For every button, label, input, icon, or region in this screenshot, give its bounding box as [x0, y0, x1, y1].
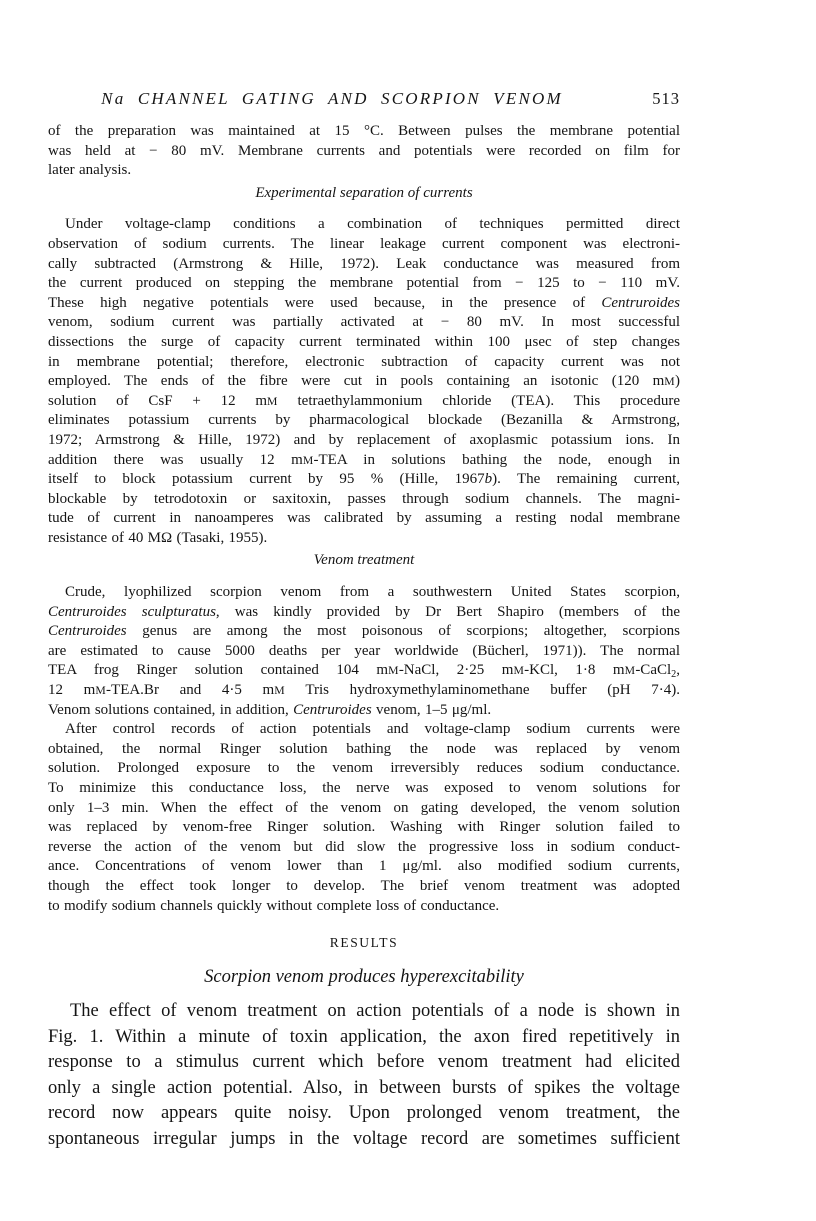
text-line: though the effect took longer to develop. The brief venom treatment was adopted — [48, 877, 680, 894]
hyperexcitability-heading: Scorpion venom produces hyperexcitability — [204, 967, 524, 988]
text-line: blockable by tetrodotoxin or saxitoxin, passes through sodium channels. The magni- — [48, 490, 680, 507]
text-line: TEA frog Ringer solution contained 104 mM-NaCl, 2·25 mM-KCl, 1·8 mM-CaCl$_2$, — [48, 662, 680, 681]
methods-paragraph — [48, 215, 680, 548]
text-line: in membrane potential; therefore, electronic subtraction of capacity current was not — [48, 353, 680, 370]
text-line: obtained, the normal Ringer solution bathing the node was replaced by venom — [48, 740, 680, 757]
text-line: the current produced on stepping the membrane potential from − 125 to − 110 mV. — [48, 275, 680, 292]
text-line: only 1–3 min. When the effect of the venom on gating developed, the venom solution — [48, 799, 680, 816]
text-line: Venom solutions contained, in addition, Centruroides venom, 1–5 μg/ml. — [48, 701, 492, 718]
intro-continuation-paragraph — [48, 122, 680, 181]
text-line: 12 mM-TEA.Br and 4·5 mM Tris hydroxymethylaminomethane buffer (pH 7·4). — [48, 682, 680, 699]
text-line: only a single action potential. Also, in between bursts of spikes the voltage — [48, 1077, 680, 1098]
text-line: solution of CsF + 12 mM tetraethylammonium chloride (TEA). This procedure — [48, 392, 680, 409]
text-line: tude of current in nanoamperes was calibrated by assuming a resting nodal membrane — [48, 510, 680, 527]
text-line: itself to block potassium current by 95 % (Hille, 1967b). The remaining current, — [48, 471, 680, 488]
text-line: to modify sodium channels quickly without complete loss of conductance. — [48, 897, 500, 914]
text-line: was held at − 80 mV. Membrane currents and potentials were recorded on film for — [48, 142, 680, 159]
text-line: After control records of action potentials and voltage-clamp sodium currents were — [65, 721, 680, 738]
text-line: Centruroides genus are among the most poisonous of scorpions; altogether, scorpions — [48, 623, 680, 640]
venom-source-paragraph — [48, 583, 680, 720]
text-line: are estimated to cause 5000 deaths per year worldwide (Bücherl, 1971)). The normal — [48, 642, 680, 659]
text-line: Crude, lyophilized scorpion venom from a southwestern United States scorpion, — [65, 584, 680, 601]
text-line: Under voltage-clamp conditions a combination of techniques permitted direct — [65, 216, 680, 233]
text-line: ance. Concentrations of venom lower than 1 μg/ml. also modified sodium currents, — [48, 858, 680, 875]
text-line: cally subtracted (Armstrong & Hille, 1972). Leak conductance was measured from — [48, 255, 680, 272]
text-line: dissections the surge of capacity current terminated within 100 μsec of step changes — [48, 333, 680, 350]
page-number: 513 — [652, 89, 680, 108]
text-line: 1972; Armstrong & Hille, 1972) and by replacement of axoplasmic potassium ions. In — [48, 431, 680, 448]
venom-treatment-heading: Venom treatment — [313, 552, 415, 569]
text-line: record now appears quite noisy. Upon prolonged venom treatment, the — [48, 1103, 680, 1124]
text-line: resistance of 40 MΩ (Tasaki, 1955). — [48, 529, 268, 546]
running-head — [48, 88, 680, 110]
text-line: The effect of venom treatment on action potentials of a node is shown in — [70, 1001, 680, 1022]
text-line: observation of sodium currents. The linear leakage current component was electroni- — [48, 235, 680, 252]
text-column — [48, 0, 680, 1152]
running-head-title: Na CHANNEL GATING AND SCORPION VENOM — [101, 89, 563, 108]
text-line: was replaced by venom-free Ringer solution. Washing with Ringer solution failed to — [48, 819, 680, 836]
text-line: venom, sodium current was partially activated at − 80 mV. In most successful — [48, 314, 680, 331]
text-line: later analysis. — [48, 162, 132, 179]
experimental-separation-heading: Experimental separation of currents — [255, 184, 473, 201]
results-paragraph — [48, 999, 680, 1152]
text-line: To minimize this conductance loss, the nerve was exposed to venom solutions for — [48, 780, 680, 796]
text-line: reverse the action of the venom but did slow the progressive loss in sodium conduct- — [48, 838, 680, 855]
text-line: of the preparation was maintained at 15 °C. Between pulses the membrane potential — [48, 123, 680, 139]
text-line: addition there was usually 12 mM-TEA in solutions bathing the node, enough in — [48, 451, 680, 468]
text-line: Centruroides sculpturatus, was kindly provided by Dr Bert Shapiro (members of the — [48, 603, 680, 620]
text-line: Fig. 1. Within a minute of toxin application, the axon fired repetitively in — [48, 1026, 680, 1047]
text-line: employed. The ends of the fibre were cut in pools containing an isotonic (120 mM) — [48, 373, 680, 390]
text-line: These high negative potentials were used because, in the presence of Centruroides — [48, 294, 680, 311]
results-heading: RESULTS — [329, 935, 399, 951]
text-line: eliminates potassium currents by pharmacological blockade (Bezanilla & Armstrong, — [48, 412, 680, 429]
text-line: spontaneous irregular jumps in the voltage record are sometimes sufficient — [48, 1128, 680, 1149]
text-line: response to a stimulus current which before venom treatment had elicited — [48, 1052, 680, 1073]
venom-application-paragraph — [48, 720, 680, 916]
page-body — [48, 122, 680, 1152]
text-line: solution. Prolonged exposure to the venom irreversibly reduces sodium conductance. — [48, 760, 680, 777]
